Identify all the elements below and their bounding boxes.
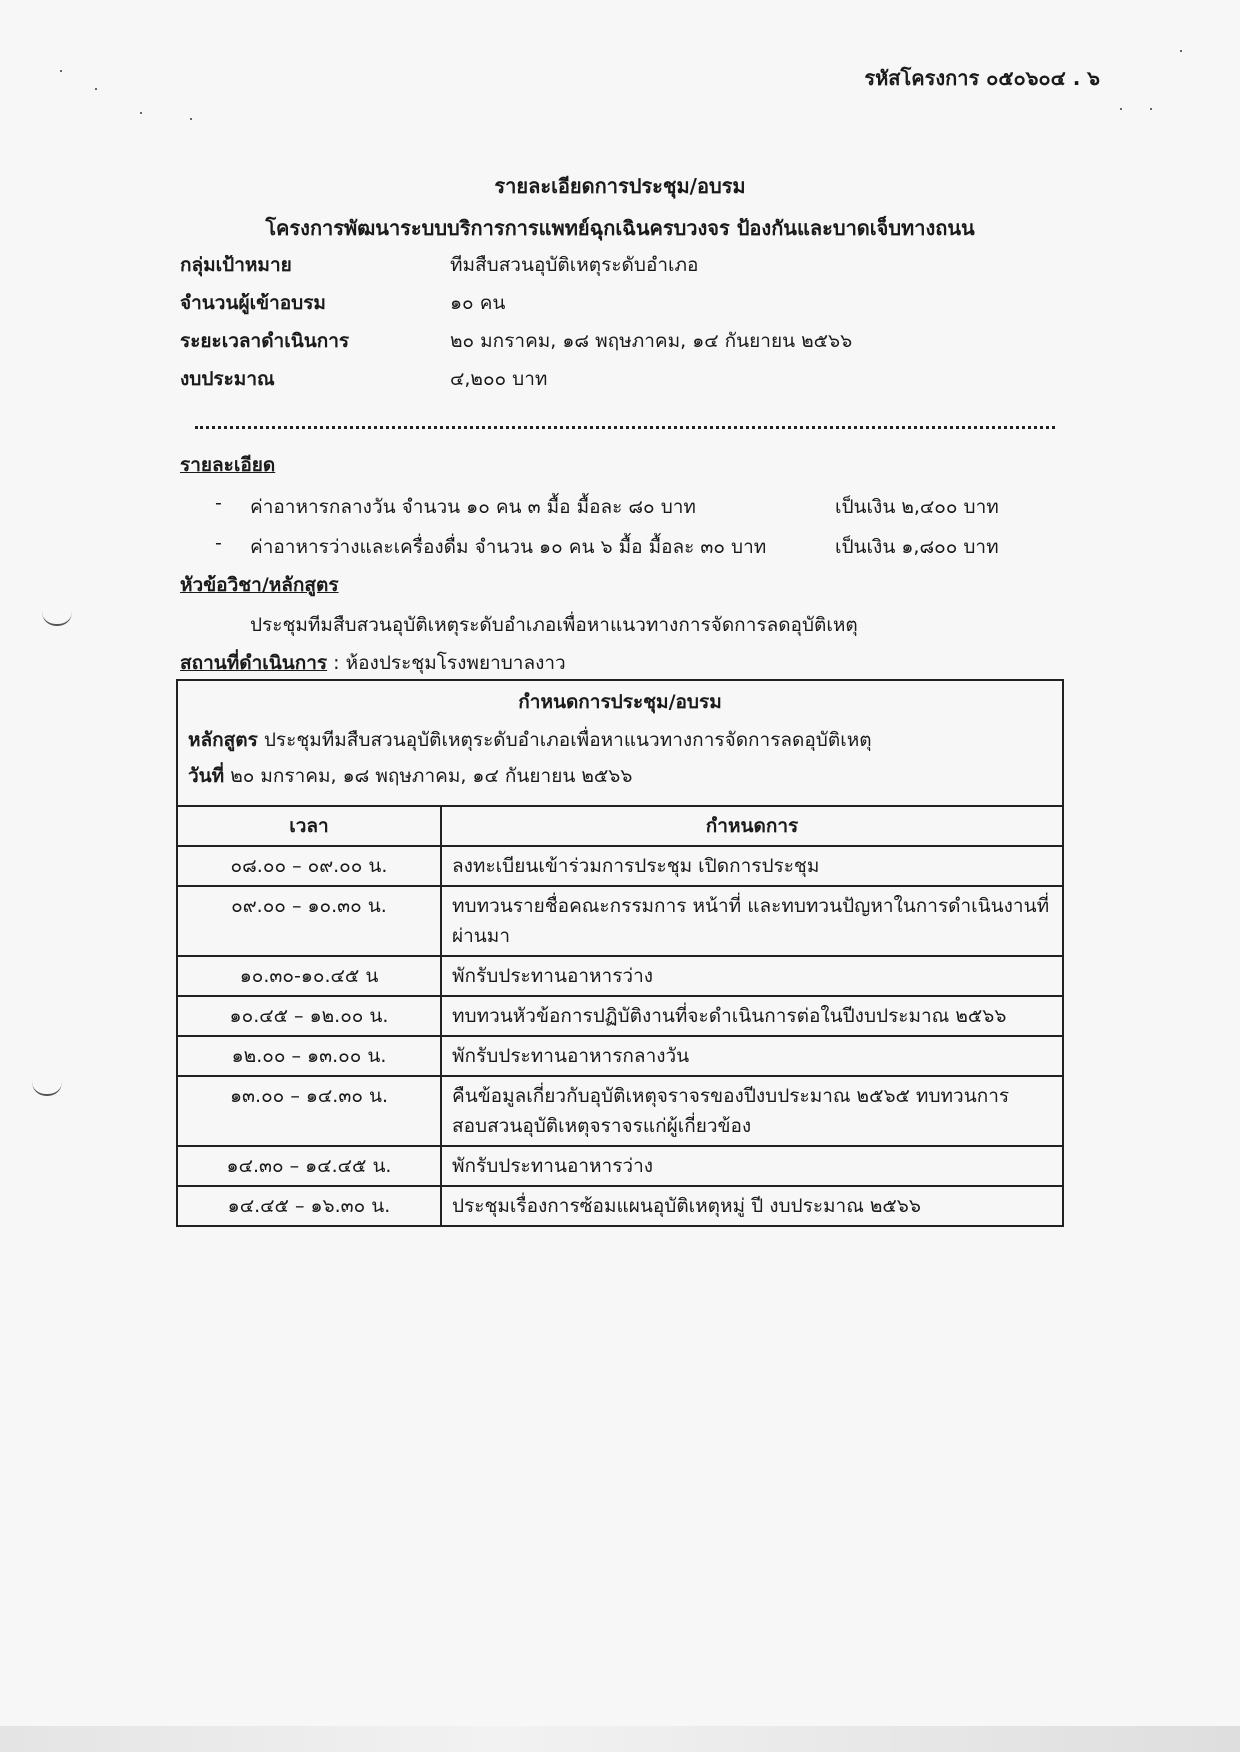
agenda-cell: คืนข้อมูลเกี่ยวกับอุบัติเหตุจราจรของปีงบประมาณ ๒๕๖๕ ทบทวนการสอบสวนอุบัติเหตุจราจรแก่ผู้เกี่ยวข้อง	[441, 1076, 1062, 1146]
table-row	[178, 956, 1062, 996]
info-value: ๔,๒๐๐ บาท	[450, 368, 548, 390]
course-description: ประชุมทีมสืบสวนอุบัติเหตุระดับอำเภอเพื่อหาแนวทางการจัดการลดอุบัติเหตุ	[250, 614, 858, 636]
schedule-grid	[178, 807, 1062, 1225]
col-header-agenda: กำหนดการ	[441, 807, 1062, 846]
venue-line	[180, 648, 566, 678]
scan-shadow-band	[0, 1726, 1240, 1752]
table-row	[178, 886, 1062, 956]
scan-speck	[190, 118, 192, 120]
date-label: วันที่	[188, 765, 225, 787]
info-row-target	[180, 246, 1080, 284]
agenda-cell: พักรับประทานอาหารว่าง	[441, 1146, 1062, 1186]
scan-speck	[95, 88, 97, 90]
dotted-divider	[195, 426, 1055, 429]
scan-speck	[140, 112, 142, 114]
hole-punch-mark	[42, 612, 72, 626]
info-label: จำนวนผู้เข้าอบรม	[180, 292, 326, 314]
agenda-cell: ลงทะเบียนเข้าร่วมการประชุม เปิดการประชุม	[441, 846, 1062, 886]
agenda-cell: พักรับประทานอาหารว่าง	[441, 956, 1062, 996]
course-heading: หัวข้อวิชา/หลักสูตร	[180, 574, 339, 596]
schedule-date	[188, 761, 1052, 791]
cost-item	[215, 492, 1005, 522]
date-value: ๒๐ มกราคม, ๑๘ พฤษภาคม, ๑๔ กันยายน ๒๕๖๖	[224, 765, 633, 787]
time-cell: ๑๐.๓๐-๑๐.๔๕ น	[178, 956, 441, 996]
time-cell: ๑๐.๔๕ – ๑๒.๐๐ น.	[178, 996, 441, 1036]
schedule-table	[176, 679, 1064, 1227]
bullet-dash: -	[215, 492, 222, 514]
cost-description: ค่าอาหารกลางวัน จำนวน ๑๐ คน ๓ มื้อ มื้อละ ๘๐ บาท	[250, 496, 696, 518]
info-label: กลุ่มเป้าหมาย	[180, 254, 292, 276]
info-value: ๒๐ มกราคม, ๑๘ พฤษภาคม, ๑๔ กันยายน ๒๕๖๖	[450, 330, 853, 352]
scan-speck	[1180, 50, 1182, 52]
course-value: ประชุมทีมสืบสวนอุบัติเหตุระดับอำเภอเพื่อหาแนวทางการจัดการลดอุบัติเหตุ	[257, 729, 872, 751]
cost-amount: เป็นเงิน ๒,๔๐๐ บาท	[835, 496, 999, 518]
info-label: ระยะเวลาดำเนินการ	[180, 330, 350, 352]
agenda-cell: ทบทวนหัวข้อการปฏิบัติงานที่จะดำเนินการต่อในปีงบประมาณ ๒๕๖๖	[441, 996, 1062, 1036]
info-row-participants	[180, 284, 1080, 322]
table-row	[178, 1076, 1062, 1146]
table-row	[178, 1186, 1062, 1225]
time-cell: ๐๙.๐๐ – ๑๐.๓๐ น.	[178, 886, 441, 956]
info-value: ๑๐ คน	[450, 292, 506, 314]
time-cell: ๐๘.๐๐ – ๐๙.๐๐ น.	[178, 846, 441, 886]
cost-item	[215, 532, 1005, 562]
cost-description: ค่าอาหารว่างและเครื่องดื่ม จำนวน ๑๐ คน ๖ มื้อ มื้อละ ๓๐ บาท	[250, 536, 767, 558]
bullet-dash: -	[215, 532, 222, 554]
project-info	[180, 246, 1080, 398]
agenda-cell: พักรับประทานอาหารกลางวัน	[441, 1036, 1062, 1076]
venue-value: ห้องประชุมโรงพยาบาลงาว	[345, 652, 566, 674]
agenda-cell: ประชุมเรื่องการซ้อมแผนอุบัติเหตุหมู่ ปี งบประมาณ ๒๕๖๖	[452, 1195, 921, 1217]
schedule-title: กำหนดการประชุม/อบรม	[518, 691, 722, 713]
agenda-cell: ทบทวนรายชื่อคณะกรรมการ หน้าที่ และทบทวนปัญหาในการดำเนินงานที่ผ่านมา	[441, 886, 1062, 956]
info-value: ทีมสืบสวนอุบัติเหตุระดับอำเภอ	[450, 254, 699, 276]
info-label: งบประมาณ	[180, 368, 275, 390]
info-row-budget	[180, 360, 1080, 398]
details-heading: รายละเอียด	[180, 454, 276, 476]
schedule-header	[178, 681, 1062, 807]
time-cell: ๑๔.๔๕ – ๑๖.๓๐ น.	[178, 1186, 441, 1225]
venue-label: สถานที่ดำเนินการ	[180, 652, 328, 674]
col-header-time: เวลา	[178, 807, 441, 846]
table-row	[178, 996, 1062, 1036]
table-row	[178, 1146, 1062, 1186]
table-row	[178, 846, 1062, 886]
hole-punch-mark	[32, 1082, 62, 1096]
project-code: รหัสโครงการ ๐๕๐๖๐๔ . ๖	[864, 66, 1100, 90]
scan-speck	[1150, 108, 1152, 110]
schedule-course	[188, 725, 1052, 755]
scan-speck	[60, 70, 62, 72]
course-label: หลักสูตร	[188, 729, 258, 751]
cost-amount: เป็นเงิน ๑,๘๐๐ บาท	[835, 536, 999, 558]
scan-speck	[1120, 108, 1122, 110]
table-row	[178, 1036, 1062, 1076]
project-title: โครงการพัฒนาระบบบริการการแพทย์ฉุกเฉินครบวงจร ป้องกันและบาดเจ็บทางถนน	[265, 216, 975, 240]
time-cell: ๑๔.๓๐ – ๑๔.๔๕ น.	[178, 1146, 441, 1186]
document-title: รายละเอียดการประชุม/อบรม	[494, 174, 746, 198]
venue-separator: :	[327, 652, 346, 674]
time-cell: ๑๓.๐๐ – ๑๔.๓๐ น.	[178, 1076, 441, 1146]
info-row-duration	[180, 322, 1080, 360]
time-cell: ๑๒.๐๐ – ๑๓.๐๐ น.	[178, 1036, 441, 1076]
table-header-row	[178, 807, 1062, 846]
